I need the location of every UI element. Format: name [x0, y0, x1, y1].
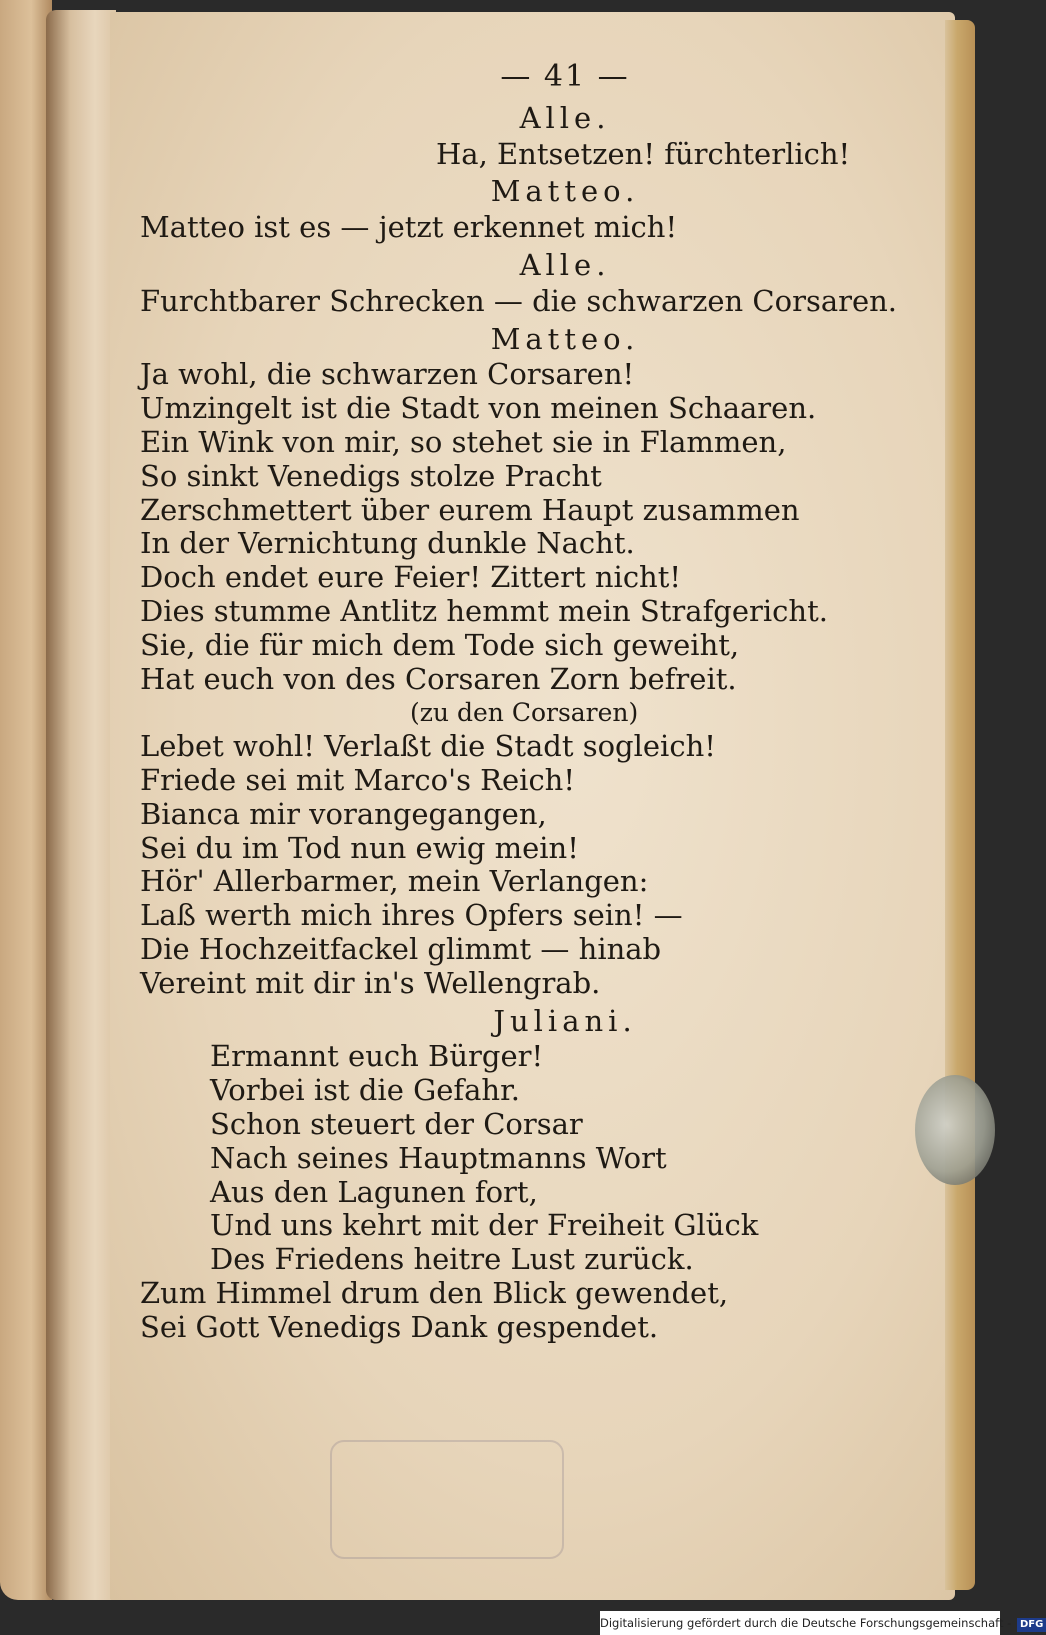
- verse-line: Die Hochzeitfackel glimmt — hinab: [140, 931, 662, 966]
- verse-line: Hat euch von des Corsaren Zorn befreit.: [140, 661, 737, 696]
- verse-line: Aus den Lagunen fort,: [210, 1174, 538, 1209]
- verse-line: Sie, die für mich dem Tode sich geweiht,: [140, 627, 740, 662]
- verse-line: Doch endet eure Feier! Zittert nicht!: [140, 560, 682, 595]
- library-stamp: [330, 1440, 564, 1559]
- verse-line: In der Vernichtung dunkle Nacht.: [140, 526, 635, 561]
- verse-line: Hör' Allerbarmer, mein Verlangen:: [140, 864, 649, 899]
- verse-line: Zerschmettert über eurem Haupt zusammen: [140, 492, 800, 527]
- dfg-logo: DFG: [1017, 1618, 1046, 1632]
- verse-line: Lebet wohl! Verlaßt die Stadt sogleich!: [140, 729, 716, 764]
- verse-line: Laß werth mich ihres Opfers sein! —: [140, 898, 683, 933]
- speaker-name: Alle.: [519, 100, 611, 135]
- verse-line: Ja wohl, die schwarzen Corsaren!: [140, 357, 635, 392]
- verse-line: Nach seines Hauptmanns Wort: [210, 1140, 667, 1175]
- page-text: [140, 60, 930, 1344]
- verse-line: Vorbei ist die Gefahr.: [210, 1073, 520, 1108]
- speaker-name: Matteo.: [490, 174, 640, 209]
- verse-line: Ein Wink von mir, so stehet sie in Flammen,: [140, 424, 787, 459]
- left-page-edge: [0, 0, 52, 1600]
- dialogue-blocks: [140, 102, 930, 1345]
- speaker-name: Alle.: [519, 247, 611, 282]
- verse-line: So sinkt Venedigs stolze Pracht: [140, 458, 602, 493]
- page-stack-edge: [945, 20, 975, 1590]
- verse-line: Bianca mir vorangegangen,: [140, 796, 547, 831]
- verse-line: Ha, Entsetzen! fürchterlich!: [436, 136, 851, 171]
- verse-line: Sei du im Tod nun ewig mein!: [140, 830, 579, 865]
- verse-line: Ermannt euch Bürger!: [210, 1039, 544, 1074]
- verse-line: Schon steuert der Corsar: [210, 1106, 583, 1141]
- verse-line: Des Friedens heitre Lust zurück.: [210, 1242, 694, 1277]
- verse-line: Umzingelt ist die Stadt von meinen Schaaren.: [140, 391, 817, 426]
- verse-line: Sei Gott Venedigs Dank gespendet.: [140, 1309, 659, 1344]
- verse-line: Vereint mit dir in's Wellengrab.: [140, 965, 601, 1000]
- verse-line: Zum Himmel drum den Blick gewendet,: [140, 1275, 729, 1310]
- footer-text: Digitalisierung gefördert durch die Deutsche Forschungsgemeinschaft -: [600, 1616, 1012, 1630]
- digitization-footer: [600, 1611, 1044, 1635]
- page-number: — 41 —: [500, 59, 630, 94]
- stage-direction: (zu den Corsaren): [410, 698, 639, 728]
- verse-line: Und uns kehrt mit der Freiheit Glück: [210, 1208, 759, 1243]
- speaker-name: Juliani.: [493, 1003, 637, 1038]
- book-gutter: [46, 10, 116, 1600]
- verse-line: Dies stumme Antlitz hemmt mein Strafgericht.: [140, 593, 828, 628]
- verse-line: Friede sei mit Marco's Reich!: [140, 762, 576, 797]
- verse-line: Matteo ist es — jetzt erkennet mich!: [140, 210, 678, 245]
- speaker-name: Matteo.: [490, 321, 640, 356]
- verse-line: Furchtbarer Schrecken — die schwarzen Corsaren.: [140, 283, 898, 318]
